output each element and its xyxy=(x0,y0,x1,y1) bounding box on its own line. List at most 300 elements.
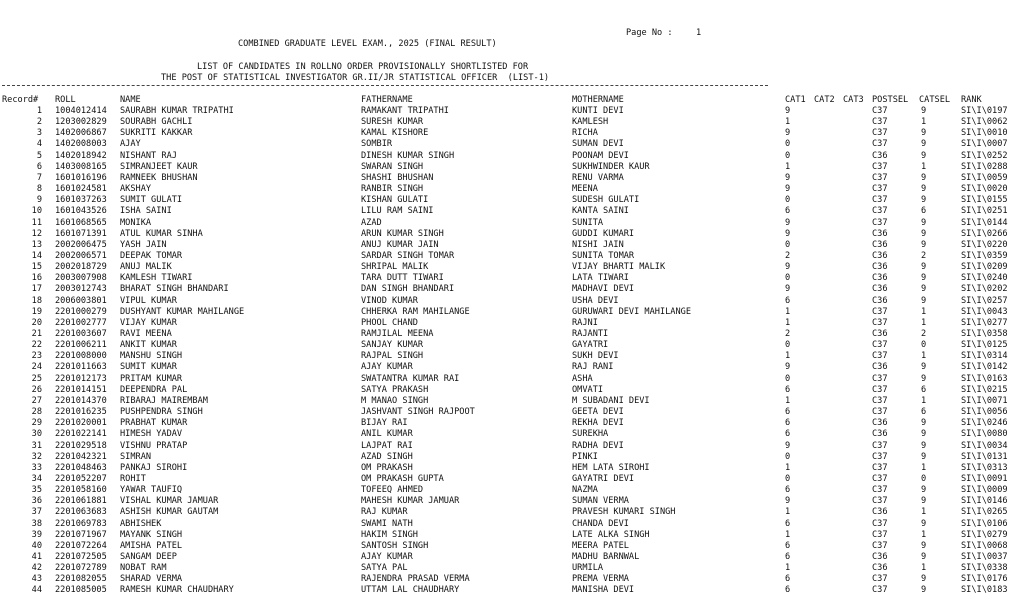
cell-catsel: 9 xyxy=(921,574,927,585)
cell-cat1: 1 xyxy=(785,306,791,317)
cell-postsel: C37 xyxy=(872,117,888,128)
cell-roll: 2201011663 xyxy=(55,362,107,373)
cell-roll: 2201002777 xyxy=(55,317,107,328)
cell-catsel: 9 xyxy=(921,184,927,195)
cell-postsel: C36 xyxy=(872,552,888,562)
cell-postsel: C37 xyxy=(872,306,888,317)
cell-fathername: ANUJ KUMAR JAIN xyxy=(361,239,439,250)
cell-catsel: 9 xyxy=(921,106,927,116)
cell-name: ISHA SAINI xyxy=(120,206,172,217)
cell-catsel: 1 xyxy=(921,117,927,128)
cell-roll: 1402018942 xyxy=(55,150,107,161)
cell-fathername: KAMAL KISHORE xyxy=(361,128,429,139)
cell-cat1: 0 xyxy=(785,150,791,161)
col-catsel: CATSEL xyxy=(919,95,951,105)
cell-postsel: C37 xyxy=(872,161,888,172)
cell-postsel: C37 xyxy=(872,585,888,596)
cell-name: RAVI MEENA xyxy=(120,329,172,339)
cell-record: 25 xyxy=(31,373,42,384)
cell-name: SIMRAN xyxy=(120,451,152,462)
cell-cat1: 6 xyxy=(785,540,791,551)
col-mothername: MOTHERNAME xyxy=(572,95,624,105)
cell-cat1: 0 xyxy=(785,195,791,206)
cell-name: SOURABH GACHLI xyxy=(120,117,193,128)
cell-postsel: C36 xyxy=(872,250,888,261)
cell-record: 11 xyxy=(31,217,42,228)
cell-mothername: PINKI xyxy=(572,451,598,462)
cell-name: NOBAT RAM xyxy=(120,563,167,574)
cell-catsel: 9 xyxy=(921,284,927,295)
cell-catsel: 6 xyxy=(921,407,927,418)
cell-postsel: C37 xyxy=(872,473,888,484)
cell-fathername: KISHAN GULATI xyxy=(361,195,429,206)
cell-rank: SI\I\0257 xyxy=(961,295,1008,306)
cell-cat1: 9 xyxy=(785,172,791,183)
cell-catsel: 2 xyxy=(921,250,927,261)
cell-roll: 2201085005 xyxy=(55,585,107,596)
cell-postsel: C36 xyxy=(872,418,888,429)
cell-postsel: C36 xyxy=(872,362,888,373)
cell-fathername: UTTAM LAL CHAUDHARY xyxy=(361,585,460,596)
cell-rank: SI\I\0359 xyxy=(961,250,1008,261)
cell-roll: 2201006211 xyxy=(55,340,107,351)
col-record: Record# xyxy=(2,95,39,105)
table-row xyxy=(0,563,1026,574)
cell-mothername: GURUWARI DEVI MAHILANGE xyxy=(572,306,691,317)
cell-roll: 1402008003 xyxy=(55,139,107,150)
cell-record: 28 xyxy=(31,407,42,418)
cell-rank: SI\I\0009 xyxy=(961,485,1008,496)
table-row xyxy=(0,284,1026,295)
cell-record: 30 xyxy=(31,429,42,440)
cell-name: AJAY xyxy=(120,139,141,150)
cell-postsel: C37 xyxy=(872,206,888,217)
cell-record: 44 xyxy=(31,585,42,596)
cell-postsel: C36 xyxy=(872,262,888,273)
cell-rank: SI\I\0071 xyxy=(961,395,1008,406)
cell-rank: SI\I\0034 xyxy=(961,440,1008,451)
cell-record: 1 xyxy=(36,106,42,116)
cell-mothername: KANTA SAINI xyxy=(572,206,629,217)
cell-fathername: LAJPAT RAI xyxy=(361,440,413,451)
cell-postsel: C37 xyxy=(872,574,888,585)
col-cat2: CAT2 xyxy=(814,95,835,105)
cell-name: ANKIT KUMAR xyxy=(120,340,177,351)
table-row xyxy=(0,251,1026,262)
cell-fathername: RAJENDRA PRASAD VERMA xyxy=(361,574,470,585)
cell-fathername: LILU RAM SAINI xyxy=(361,206,434,217)
cell-cat1: 2 xyxy=(785,250,791,261)
cell-mothername: LATA TIWARI xyxy=(572,273,629,284)
cell-catsel: 9 xyxy=(921,239,927,250)
cell-roll: 2201072264 xyxy=(55,540,107,551)
cell-name: VISHNU PRATAP xyxy=(120,440,188,451)
table-row xyxy=(0,218,1026,229)
cell-roll: 2201072505 xyxy=(55,552,107,562)
cell-roll: 1601071391 xyxy=(55,228,107,239)
cell-cat1: 9 xyxy=(785,106,791,116)
cell-record: 36 xyxy=(31,496,42,507)
cell-postsel: C37 xyxy=(872,407,888,418)
cell-name: ATUL KUMAR SINHA xyxy=(120,228,203,239)
cell-mothername: GEETA DEVI xyxy=(572,407,624,418)
cell-cat1: 6 xyxy=(785,429,791,440)
cell-mothername: VIJAY BHARTI MALIK xyxy=(572,262,666,273)
cell-name: PANKAJ SIROHI xyxy=(120,462,188,473)
cell-cat1: 0 xyxy=(785,139,791,150)
cell-cat1: 9 xyxy=(785,184,791,195)
table-row xyxy=(0,362,1026,373)
cell-catsel: 1 xyxy=(921,507,927,518)
table-row xyxy=(0,240,1026,251)
cell-catsel: 9 xyxy=(921,195,927,206)
table-row xyxy=(0,273,1026,284)
cell-catsel: 9 xyxy=(921,228,927,239)
cell-rank: SI\I\0010 xyxy=(961,128,1008,139)
cell-fathername: SWAMI NATH xyxy=(361,518,413,529)
cell-postsel: C36 xyxy=(872,563,888,574)
cell-postsel: C36 xyxy=(872,239,888,250)
cell-mothername: RENU VARMA xyxy=(572,172,624,183)
cell-catsel: 1 xyxy=(921,351,927,362)
cell-name: SUMIT GULATI xyxy=(120,195,183,206)
cell-fathername: SOMBIR xyxy=(361,139,393,150)
exam-title: COMBINED GRADUATE LEVEL EXAM., 2025 (FINAL RESULT) xyxy=(238,39,497,49)
cell-mothername: SUNITA xyxy=(572,217,604,228)
table-row xyxy=(0,374,1026,385)
cell-roll: 2201063683 xyxy=(55,507,107,518)
cell-catsel: 9 xyxy=(921,217,927,228)
cell-record: 34 xyxy=(31,473,42,484)
cell-cat1: 6 xyxy=(785,418,791,429)
table-row xyxy=(0,574,1026,585)
cell-fathername: SATYA PAL xyxy=(361,563,408,574)
table-row xyxy=(0,407,1026,418)
table-row xyxy=(0,106,1026,117)
cell-mothername: USHA DEVI xyxy=(572,295,619,306)
cell-record: 35 xyxy=(31,485,42,496)
cell-mothername: MADHAVI DEVI xyxy=(572,284,635,295)
cell-cat1: 1 xyxy=(785,563,791,574)
cell-name: NISHANT RAJ xyxy=(120,150,177,161)
table-row xyxy=(0,519,1026,530)
table-row xyxy=(0,585,1026,596)
cell-fathername: AJAY KUMAR xyxy=(361,362,413,373)
table-row xyxy=(0,307,1026,318)
cell-fathername: JASHVANT SINGH RAJPOOT xyxy=(361,407,475,418)
cell-catsel: 2 xyxy=(921,329,927,339)
cell-fathername: ANIL KUMAR xyxy=(361,429,413,440)
col-cat1: CAT1 xyxy=(785,95,806,105)
cell-mothername: POONAM DEVI xyxy=(572,150,629,161)
cell-fathername: TOFEEQ AHMED xyxy=(361,485,424,496)
table-row xyxy=(0,184,1026,195)
cell-catsel: 9 xyxy=(921,496,927,507)
table-row xyxy=(0,128,1026,139)
cell-fathername: SWARAN SINGH xyxy=(361,161,424,172)
table-row xyxy=(0,418,1026,429)
cell-name: DEEPAK TOMAR xyxy=(120,250,183,261)
cell-postsel: C37 xyxy=(872,384,888,395)
cell-fathername: SATYA PRAKASH xyxy=(361,384,429,395)
cell-rank: SI\I\0252 xyxy=(961,150,1008,161)
cell-catsel: 9 xyxy=(921,295,927,306)
cell-mothername: MANISHA DEVI xyxy=(572,585,635,596)
table-row xyxy=(0,151,1026,162)
cell-fathername: RAMAKANT TRIPATHI xyxy=(361,106,449,116)
cell-mothername: SUREKHA xyxy=(572,429,609,440)
cell-roll: 2201061881 xyxy=(55,496,107,507)
cell-roll: 2002006475 xyxy=(55,239,107,250)
cell-cat1: 1 xyxy=(785,395,791,406)
cell-name: DEEPENDRA PAL xyxy=(120,384,188,395)
table-row xyxy=(0,195,1026,206)
table-row xyxy=(0,229,1026,240)
cell-postsel: C37 xyxy=(872,351,888,362)
cell-rank: SI\I\0056 xyxy=(961,407,1008,418)
cell-roll: 2201071967 xyxy=(55,529,107,540)
cell-fathername: RAJPAL SINGH xyxy=(361,351,424,362)
cell-rank: SI\I\0091 xyxy=(961,473,1008,484)
cell-mothername: RAJANTI xyxy=(572,329,609,339)
cell-catsel: 1 xyxy=(921,395,927,406)
cell-cat1: 9 xyxy=(785,217,791,228)
cell-name: SIMRANJEET KAUR xyxy=(120,161,198,172)
cell-roll: 2201058160 xyxy=(55,485,107,496)
cell-name: MONIKA xyxy=(120,217,152,228)
cell-mothername: SUKHWINDER KAUR xyxy=(572,161,650,172)
cell-roll: 1601043526 xyxy=(55,206,107,217)
cell-postsel: C36 xyxy=(872,295,888,306)
cell-name: VISHAL KUMAR JAMUAR xyxy=(120,496,219,507)
cell-roll: 1403008165 xyxy=(55,161,107,172)
cell-rank: SI\I\0202 xyxy=(961,284,1008,295)
cell-postsel: C36 xyxy=(872,329,888,339)
cell-record: 26 xyxy=(31,384,42,395)
cell-cat1: 9 xyxy=(785,284,791,295)
cell-rank: SI\I\0338 xyxy=(961,563,1008,574)
cell-record: 10 xyxy=(31,206,42,217)
cell-name: RAMESH KUMAR CHAUDHARY xyxy=(120,585,234,596)
cell-record: 12 xyxy=(31,228,42,239)
cell-fathername: BIJAY RAI xyxy=(361,418,408,429)
cell-cat1: 6 xyxy=(785,485,791,496)
cell-catsel: 9 xyxy=(921,552,927,562)
cell-name: KAMLESH TIWARI xyxy=(120,273,193,284)
cell-roll: 1601068565 xyxy=(55,217,107,228)
cell-record: 43 xyxy=(31,574,42,585)
cell-roll: 2201069783 xyxy=(55,518,107,529)
cell-catsel: 9 xyxy=(921,362,927,373)
cell-rank: SI\I\0183 xyxy=(961,585,1008,596)
cell-fathername: RANBIR SINGH xyxy=(361,184,424,195)
cell-cat1: 6 xyxy=(785,206,791,217)
cell-mothername: REKHA DEVI xyxy=(572,418,624,429)
cell-mothername: CHANDA DEVI xyxy=(572,518,629,529)
cell-cat1: 0 xyxy=(785,273,791,284)
cell-rank: SI\I\0106 xyxy=(961,518,1008,529)
cell-postsel: C37 xyxy=(872,395,888,406)
cell-postsel: C36 xyxy=(872,273,888,284)
cell-name: RAMNEEK BHUSHAN xyxy=(120,172,198,183)
cell-postsel: C37 xyxy=(872,518,888,529)
cell-cat1: 9 xyxy=(785,496,791,507)
cell-name: BHARAT SINGH BHANDARI xyxy=(120,284,229,295)
cell-mothername: MEENA xyxy=(572,184,598,195)
table-row xyxy=(0,474,1026,485)
cell-postsel: C37 xyxy=(872,128,888,139)
cell-name: RIBARAJ MAIREMBAM xyxy=(120,395,208,406)
cell-cat1: 0 xyxy=(785,340,791,351)
cell-mothername: NISHI JAIN xyxy=(572,239,624,250)
column-header-row xyxy=(0,95,1026,106)
cell-postsel: C37 xyxy=(872,462,888,473)
cell-roll: 2201048463 xyxy=(55,462,107,473)
cell-cat1: 9 xyxy=(785,128,791,139)
cell-cat1: 6 xyxy=(785,518,791,529)
cell-roll: 1004012414 xyxy=(55,106,107,116)
cell-mothername: SUMAN VERMA xyxy=(572,496,629,507)
cell-mothername: NAZMA xyxy=(572,485,598,496)
cell-name: DUSHYANT KUMAR MAHILANGE xyxy=(120,306,245,317)
cell-record: 2 xyxy=(36,117,42,128)
cell-roll: 2003012743 xyxy=(55,284,107,295)
cell-record: 5 xyxy=(36,150,42,161)
cell-fathername: OM PRAKASH GUPTA xyxy=(361,473,444,484)
cell-fathername: M MANAO SINGH xyxy=(361,395,429,406)
cell-catsel: 9 xyxy=(921,518,927,529)
cell-name: SAURABH KUMAR TRIPATHI xyxy=(120,106,234,116)
cell-catsel: 9 xyxy=(921,540,927,551)
cell-rank: SI\I\0314 xyxy=(961,351,1008,362)
cell-record: 8 xyxy=(36,184,42,195)
cell-rank: SI\I\0144 xyxy=(961,217,1008,228)
cell-mothername: MADHU BARNWAL xyxy=(572,552,640,562)
cell-postsel: C37 xyxy=(872,340,888,351)
cell-roll: 2201052207 xyxy=(55,473,107,484)
table-row xyxy=(0,541,1026,552)
cell-mothername: RICHA xyxy=(572,128,598,139)
cell-roll: 2201020001 xyxy=(55,418,107,429)
cell-catsel: 1 xyxy=(921,161,927,172)
cell-cat1: 9 xyxy=(785,228,791,239)
cell-record: 38 xyxy=(31,518,42,529)
cell-postsel: C37 xyxy=(872,529,888,540)
cell-roll: 2002018729 xyxy=(55,262,107,273)
cell-fathername: PHOOL CHAND xyxy=(361,317,418,328)
cell-catsel: 9 xyxy=(921,128,927,139)
cell-record: 33 xyxy=(31,462,42,473)
cell-name: MAYANK SINGH xyxy=(120,529,183,540)
cell-record: 27 xyxy=(31,395,42,406)
cell-rank: SI\I\0080 xyxy=(961,429,1008,440)
cell-name: YASH JAIN xyxy=(120,239,167,250)
cell-rank: SI\I\0059 xyxy=(961,172,1008,183)
cell-fathername: SANTOSH SINGH xyxy=(361,540,429,551)
cell-mothername: SUNITA TOMAR xyxy=(572,250,635,261)
cell-name: AKSHAY xyxy=(120,184,152,195)
post-title: THE POST OF STATISTICAL INVESTIGATOR GR.II/JR STATISTICAL OFFICER (LIST-1) xyxy=(161,73,550,83)
cell-rank: SI\I\0020 xyxy=(961,184,1008,195)
cell-record: 19 xyxy=(31,306,42,317)
cell-mothername: RADHA DEVI xyxy=(572,440,624,451)
cell-catsel: 9 xyxy=(921,150,927,161)
cell-name: HIMESH YADAV xyxy=(120,429,183,440)
cell-postsel: C37 xyxy=(872,496,888,507)
cell-cat1: 9 xyxy=(785,362,791,373)
cell-roll: 2201014151 xyxy=(55,384,107,395)
cell-postsel: C37 xyxy=(872,195,888,206)
table-row xyxy=(0,206,1026,217)
cell-fathername: DINESH KUMAR SINGH xyxy=(361,150,455,161)
cell-name: ASHISH KUMAR GAUTAM xyxy=(120,507,219,518)
cell-rank: SI\I\0163 xyxy=(961,373,1008,384)
cell-postsel: C36 xyxy=(872,228,888,239)
cell-record: 4 xyxy=(36,139,42,150)
cell-catsel: 1 xyxy=(921,317,927,328)
table-row xyxy=(0,139,1026,150)
cell-fathername: SURESH KUMAR xyxy=(361,117,424,128)
cell-rank: SI\I\0125 xyxy=(961,340,1008,351)
cell-cat1: 0 xyxy=(785,473,791,484)
cell-mothername: SUDESH GULATI xyxy=(572,195,640,206)
cell-cat1: 1 xyxy=(785,507,791,518)
cell-postsel: C37 xyxy=(872,184,888,195)
cell-catsel: 9 xyxy=(921,585,927,596)
cell-cat1: 6 xyxy=(785,574,791,585)
cell-name: PRITAM KUMAR xyxy=(120,373,183,384)
cell-fathername: RAJ KUMAR xyxy=(361,507,408,518)
cell-postsel: C36 xyxy=(872,507,888,518)
cell-name: MANSHU SINGH xyxy=(120,351,183,362)
cell-mothername: SUKH DEVI xyxy=(572,351,619,362)
cell-record: 18 xyxy=(31,295,42,306)
cell-rank: SI\I\0146 xyxy=(961,496,1008,507)
col-rank: RANK xyxy=(961,95,982,105)
list-title: LIST OF CANDIDATES IN ROLLNO ORDER PROVISIONALLY SHORTLISTED FOR xyxy=(197,62,529,72)
cell-cat1: 9 xyxy=(785,440,791,451)
cell-fathername: MAHESH KUMAR JAMUAR xyxy=(361,496,460,507)
cell-record: 15 xyxy=(31,262,42,273)
cell-cat1: 0 xyxy=(785,451,791,462)
cell-rank: SI\I\0155 xyxy=(961,195,1008,206)
cell-rank: SI\I\0037 xyxy=(961,552,1008,562)
cell-rank: SI\I\0176 xyxy=(961,574,1008,585)
cell-rank: SI\I\0215 xyxy=(961,384,1008,395)
cell-roll: 2201014370 xyxy=(55,395,107,406)
table-row xyxy=(0,396,1026,407)
cell-record: 40 xyxy=(31,540,42,551)
cell-cat1: 6 xyxy=(785,585,791,596)
cell-postsel: C37 xyxy=(872,172,888,183)
cell-name: ROHIT xyxy=(120,473,146,484)
cell-record: 16 xyxy=(31,273,42,284)
cell-fathername: SARDAR SINGH TOMAR xyxy=(361,250,455,261)
table-row xyxy=(0,552,1026,563)
cell-record: 23 xyxy=(31,351,42,362)
cell-roll: 2201029518 xyxy=(55,440,107,451)
table-row xyxy=(0,162,1026,173)
cell-fathername: AZAD SINGH xyxy=(361,451,413,462)
cell-rank: SI\I\0220 xyxy=(961,239,1008,250)
cell-catsel: 9 xyxy=(921,373,927,384)
cell-name: YAWAR TAUFIQ xyxy=(120,485,183,496)
cell-catsel: 9 xyxy=(921,429,927,440)
cell-fathername: DAN SINGH BHANDARI xyxy=(361,284,455,295)
table-row xyxy=(0,173,1026,184)
table-row xyxy=(0,441,1026,452)
cell-mothername: URMILA xyxy=(572,563,604,574)
